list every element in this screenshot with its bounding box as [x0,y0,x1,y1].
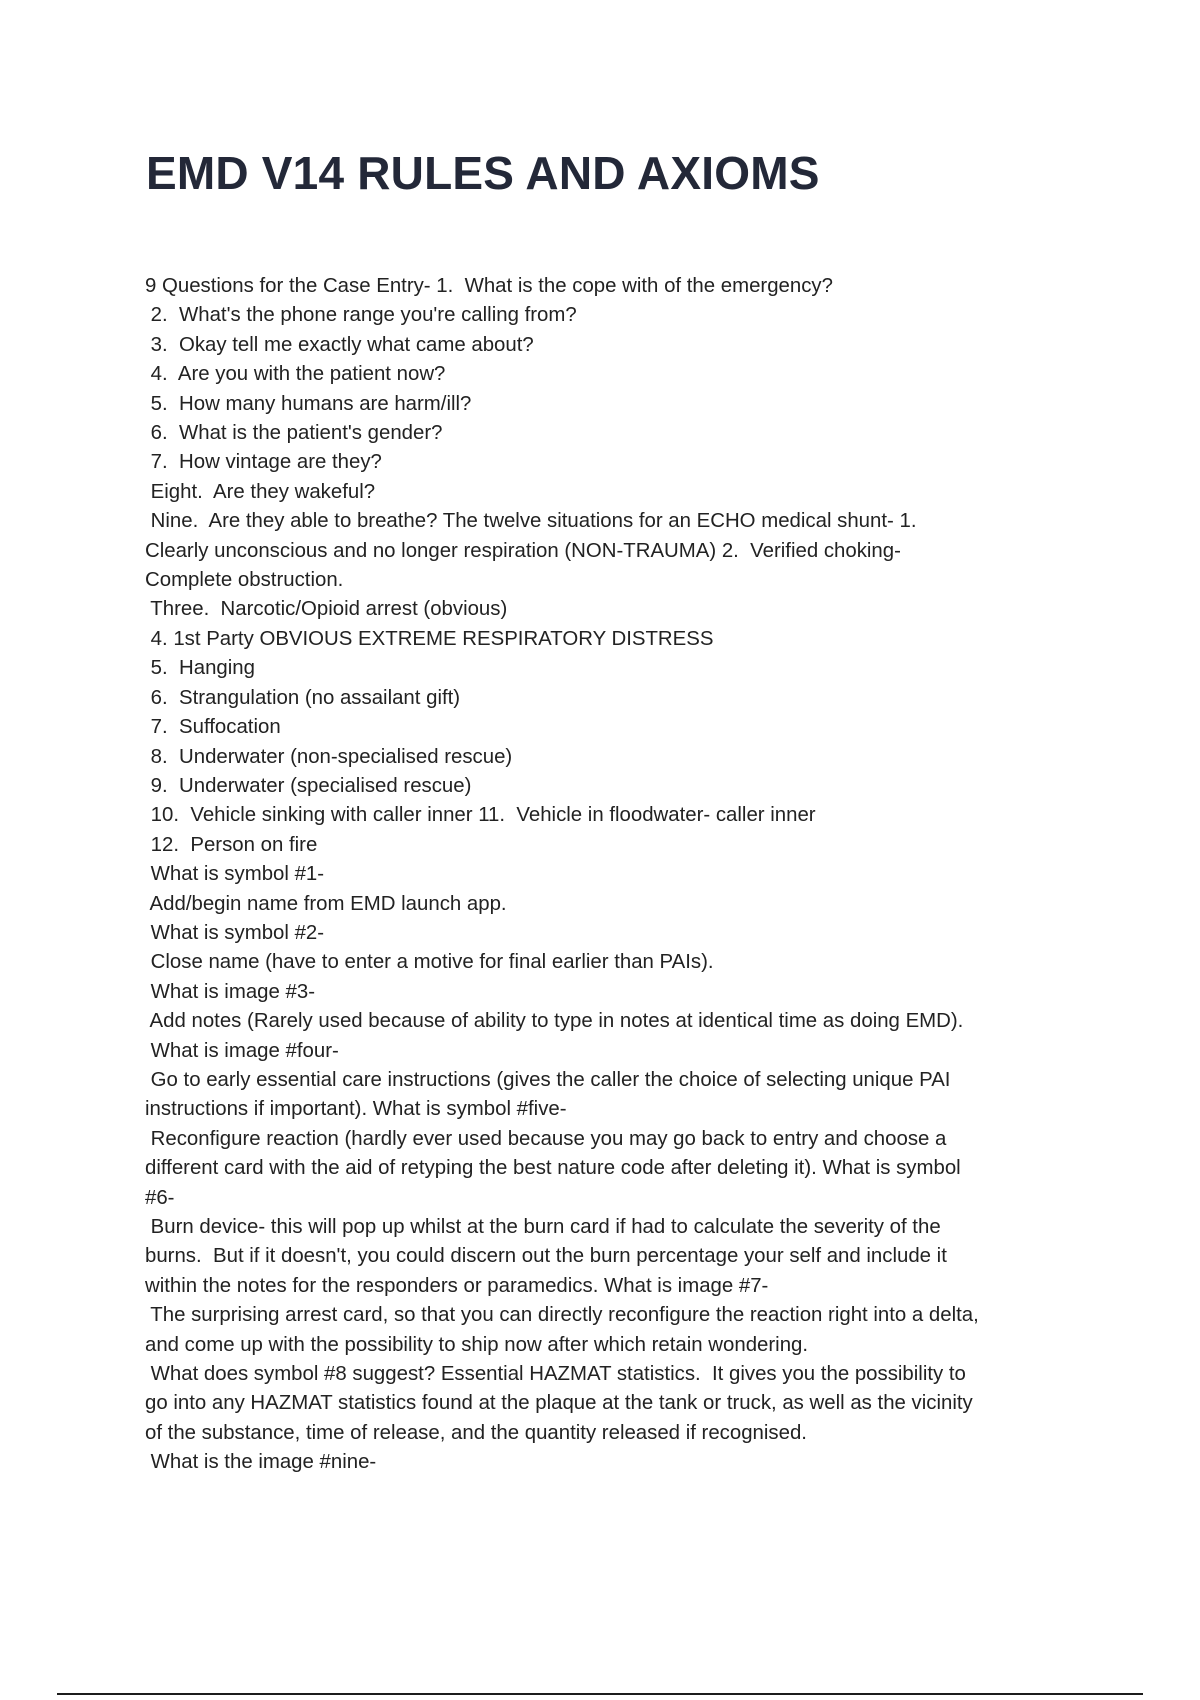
document-title: EMD V14 RULES AND AXIOMS [146,147,820,199]
text-line: 10. Vehicle sinking with caller inner 11. Vehicle in floodwater- caller inner [145,804,816,827]
text-line: Eight. Are they wakeful? [145,480,376,503]
text-line: Complete obstruction. [145,569,344,592]
text-line: What is image #four- [145,1039,339,1062]
text-line: 6. What is the patient's gender? [145,422,443,445]
text-line: 5. Hanging [145,657,255,680]
text-line: burns. But if it doesn't, you could discern out the burn percentage your self and include it [145,1245,947,1268]
text-line: go into any HAZMAT statistics found at the plaque at the tank or truck, as well as the vicinity [145,1392,973,1415]
text-line: Close name (have to enter a motive for final earlier than PAIs). [145,951,714,974]
text-line: Go to early essential care instructions (gives the caller the choice of selecting unique PAI [145,1068,951,1091]
text-line: of the substance, time of release, and the quantity released if recognised. [145,1421,807,1444]
text-line: 12. Person on fire [145,833,318,856]
text-line: Burn device- this will pop up whilst at the burn card if had to calculate the severity of the [145,1216,941,1238]
text-line: Clearly unconscious and no longer respiration (NON-TRAUMA) 2. Verified choking- [145,539,901,562]
text-line: 3. Okay tell me exactly what came about? [145,333,534,356]
text-line: 7. Suffocation [145,716,281,739]
text-line: instructions if important). What is symbol #five- [145,1098,567,1121]
text-line: What is symbol #1- [145,863,325,886]
text-line: Reconfigure reaction (hardly ever used because you may go back to entry and choose a [145,1127,947,1150]
footer-divider [57,1693,1143,1695]
text-line: 9. Underwater (specialised rescue) [145,774,472,797]
text-line: 8. Underwater (non-specialised rescue) [145,745,513,768]
text-line: Add notes (Rarely used because of ability to type in notes at identical time as doing EMD). [145,1010,964,1033]
text-line: 9 Questions for the Case Entry- 1. What is the cope with of the emergency? [145,275,833,297]
text-line: #6- [145,1186,175,1209]
text-line: Add/begin name from EMD launch app. [145,892,507,915]
text-line: 5. How many humans are harm/ill? [145,392,472,415]
text-line: What is symbol #2- [145,921,325,944]
text-line: 4. Are you with the patient now? [145,363,446,386]
document-body [145,272,1065,1478]
text-line: and come up with the possibility to ship now after which retain wondering. [145,1333,809,1356]
text-line: 7. How vintage are they? [145,451,382,474]
text-line: What does symbol #8 suggest? Essential HAZMAT statistics. It gives you the possibility to [145,1363,966,1386]
text-line: Nine. Are they able to breathe? The twelve situations for an ECHO medical shunt- 1. [145,510,917,533]
text-line: The surprising arrest card, so that you can directly reconfigure the reaction right into a delta, [145,1304,979,1327]
text-line: What is the image #nine- [145,1451,377,1474]
text-line: 2. What's the phone range you're calling from? [145,304,577,327]
text-line: different card with the aid of retyping the best nature code after deleting it). What is symbol [145,1157,961,1180]
text-line: What is image #3- [145,980,315,1003]
text-line: within the notes for the responders or paramedics. What is image #7- [145,1274,769,1297]
text-line: 6. Strangulation (no assailant gift) [145,686,461,709]
text-line: Three. Narcotic/Opioid arrest (obvious) [145,598,508,621]
text-line: 4. 1st Party OBVIOUS EXTREME RESPIRATORY DISTRESS [145,627,714,650]
